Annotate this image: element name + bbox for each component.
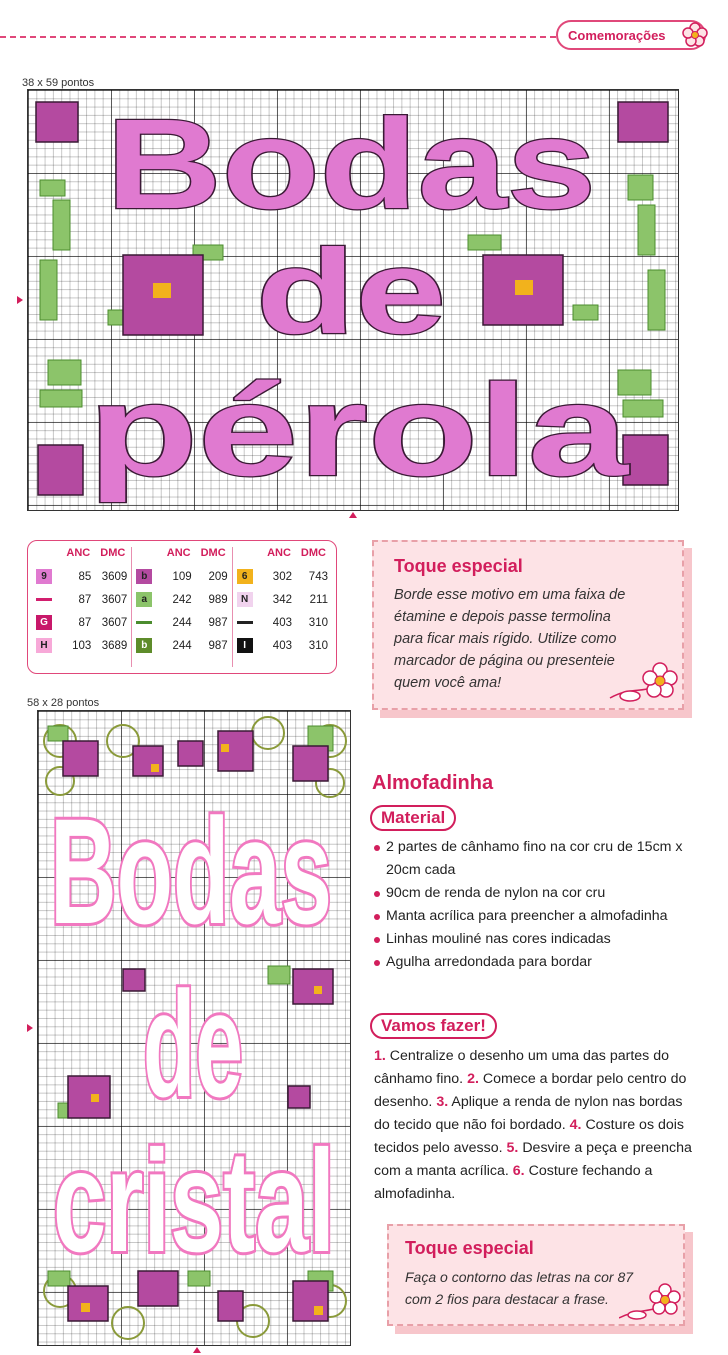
- anc-code: 103: [72, 639, 92, 652]
- chart1-pattern-grid: [27, 89, 679, 511]
- list-item: 90cm de renda de nylon na cor cru: [374, 882, 704, 905]
- chart2-motif: [38, 711, 352, 1347]
- section-tag: [556, 20, 706, 50]
- chart2-size-label: 58 x 28 pontos: [27, 697, 100, 709]
- list-item: Linhas mouliné nas cores indicadas: [374, 928, 704, 951]
- dmc-header: DMC: [200, 547, 226, 559]
- symbol-swatch: G: [36, 615, 52, 630]
- step-number: 4.: [569, 1117, 582, 1133]
- chart1-word-de: de: [256, 225, 446, 359]
- tip2-line: com 2 fios para destacar a frase.: [405, 1291, 609, 1307]
- symbol-swatch: a: [136, 592, 152, 607]
- step-text: Costure fechando a almofadinha.: [374, 1163, 653, 1202]
- flower-icon: [680, 20, 710, 50]
- steps-paragraph: [374, 1045, 696, 1206]
- list-item: 2 partes de cânhamo fino na cor cru de 15cm x 20cm cada: [374, 836, 704, 882]
- legend-row: [136, 565, 227, 588]
- tip1-box: [372, 540, 684, 710]
- list-item: Manta acrílica para preencher a almofadinha: [374, 905, 704, 928]
- thread-legend: [27, 540, 337, 674]
- tip1-line: Borde esse motivo em uma faixa de: [394, 587, 626, 603]
- anc-code: 87: [78, 616, 92, 629]
- legend-header: [237, 547, 328, 559]
- tip1-line: quem você ama!: [394, 675, 502, 691]
- tip2-line: Faça o contorno das letras na cor 87: [405, 1269, 634, 1285]
- chart2-word-cristal: cristal: [53, 1120, 335, 1282]
- anc-code: 403: [272, 616, 292, 629]
- symbol-swatch: I: [237, 638, 253, 653]
- dmc-header: DMC: [100, 547, 126, 559]
- symbol-swatch: b: [136, 638, 152, 653]
- anc-code: 244: [172, 616, 192, 629]
- step-text: Comece a bordar pelo centro do desenho.: [374, 1071, 687, 1110]
- dmc-code: 209: [208, 570, 228, 583]
- chart1-word-perola: pérola: [88, 357, 631, 503]
- step-number: 5.: [506, 1140, 519, 1156]
- anc-code: 403: [272, 639, 292, 652]
- chart1-motif: [28, 90, 680, 512]
- anc-header: ANC: [66, 547, 91, 559]
- legend-column: [132, 547, 232, 667]
- legend-header: [36, 547, 127, 559]
- anc-code: 85: [78, 570, 92, 583]
- dmc-code: 3609: [101, 570, 128, 583]
- legend-row: [36, 611, 127, 634]
- dmc-code: 3689: [101, 639, 128, 652]
- chart1-center-marker-bottom: [349, 512, 357, 518]
- anc-code: 342: [272, 593, 292, 606]
- tip1-line: para ficar mais rígido. Utilize como: [394, 631, 617, 647]
- list-item: Agulha arredondada para bordar: [374, 951, 704, 974]
- chart2-word-de: de: [143, 960, 243, 1128]
- chart2-center-marker-bottom: [193, 1347, 201, 1353]
- step-text: Costure os dois tecidos pelo avesso.: [374, 1117, 685, 1156]
- dmc-code: 987: [208, 639, 228, 652]
- step-text: Centralize o desenho um uma das partes do cânhamo fino.: [374, 1048, 669, 1087]
- legend-header: [136, 547, 227, 559]
- dmc-code: 987: [208, 616, 228, 629]
- dmc-code: 3607: [101, 616, 128, 629]
- legend-row: [136, 588, 227, 611]
- step-number: 6.: [512, 1163, 525, 1179]
- anc-code: 109: [172, 570, 192, 583]
- dmc-header: DMC: [300, 547, 326, 559]
- chart2-center-marker-left: [27, 1024, 33, 1032]
- anc-code: 242: [172, 593, 192, 606]
- symbol-swatch: 9: [36, 569, 52, 584]
- dmc-code: 310: [308, 639, 328, 652]
- legend-column: [32, 547, 132, 667]
- step-number: 1.: [374, 1048, 386, 1064]
- backstitch-swatch: [237, 621, 253, 624]
- material-heading: Material: [370, 805, 456, 831]
- almofadinha-title: Almofadinha: [372, 772, 494, 794]
- section-title: Comemorações: [568, 27, 666, 43]
- symbol-swatch: N: [237, 592, 253, 607]
- dmc-code: 989: [208, 593, 228, 606]
- vamos-fazer-heading: Vamos fazer!: [370, 1013, 497, 1039]
- tip2-title: Toque especial: [405, 1238, 534, 1258]
- tip1-title: Toque especial: [394, 556, 523, 576]
- chart1-word-bodas: Bodas: [106, 93, 596, 236]
- legend-row: [237, 611, 328, 634]
- dmc-code: 743: [308, 570, 328, 583]
- legend-row: [237, 588, 328, 611]
- dmc-code: 3607: [101, 593, 128, 606]
- tip2-box: [387, 1224, 685, 1326]
- step-number: 2.: [467, 1071, 479, 1087]
- step-text: Desvire a peça e preencha com a manta acrílica.: [374, 1140, 692, 1179]
- dmc-code: 211: [309, 593, 328, 606]
- legend-row: [136, 611, 227, 634]
- step-text: Aplique a renda de nylon nas bordas do tecido que não foi bordado.: [374, 1094, 683, 1133]
- anc-header: ANC: [267, 547, 291, 559]
- chart1-size-label: 38 x 59 pontos: [22, 77, 95, 89]
- header-dashed-rule: [0, 36, 556, 38]
- chart2-pattern-grid: [37, 710, 351, 1346]
- legend-row: [36, 634, 127, 657]
- symbol-swatch: 6: [237, 569, 253, 584]
- anc-code: 87: [78, 593, 92, 606]
- chart2-word-bodas: Bodas: [50, 787, 332, 955]
- dmc-code: 310: [308, 616, 328, 629]
- legend-column: [233, 547, 332, 667]
- flower-icon: [619, 1280, 683, 1324]
- chart1-center-marker-left: [17, 296, 23, 304]
- backstitch-swatch: [136, 621, 152, 624]
- flower-icon: [608, 658, 680, 706]
- symbol-swatch: H: [36, 638, 52, 653]
- legend-row: [237, 565, 328, 588]
- material-list: [374, 836, 704, 974]
- anc-code: 244: [172, 639, 192, 652]
- legend-row: [36, 588, 127, 611]
- chart2-lettering: [50, 787, 335, 1282]
- tip1-line: marcador de página ou presenteie: [394, 653, 615, 669]
- tip1-line: étamine e depois passe termolina: [394, 609, 611, 625]
- legend-row: [136, 634, 227, 657]
- step-number: 3.: [436, 1094, 449, 1110]
- legend-row: [36, 565, 127, 588]
- anc-code: 302: [272, 570, 292, 583]
- anc-header: ANC: [166, 547, 191, 559]
- symbol-swatch: b: [136, 569, 152, 584]
- backstitch-swatch: [36, 598, 52, 601]
- legend-row: [237, 634, 328, 657]
